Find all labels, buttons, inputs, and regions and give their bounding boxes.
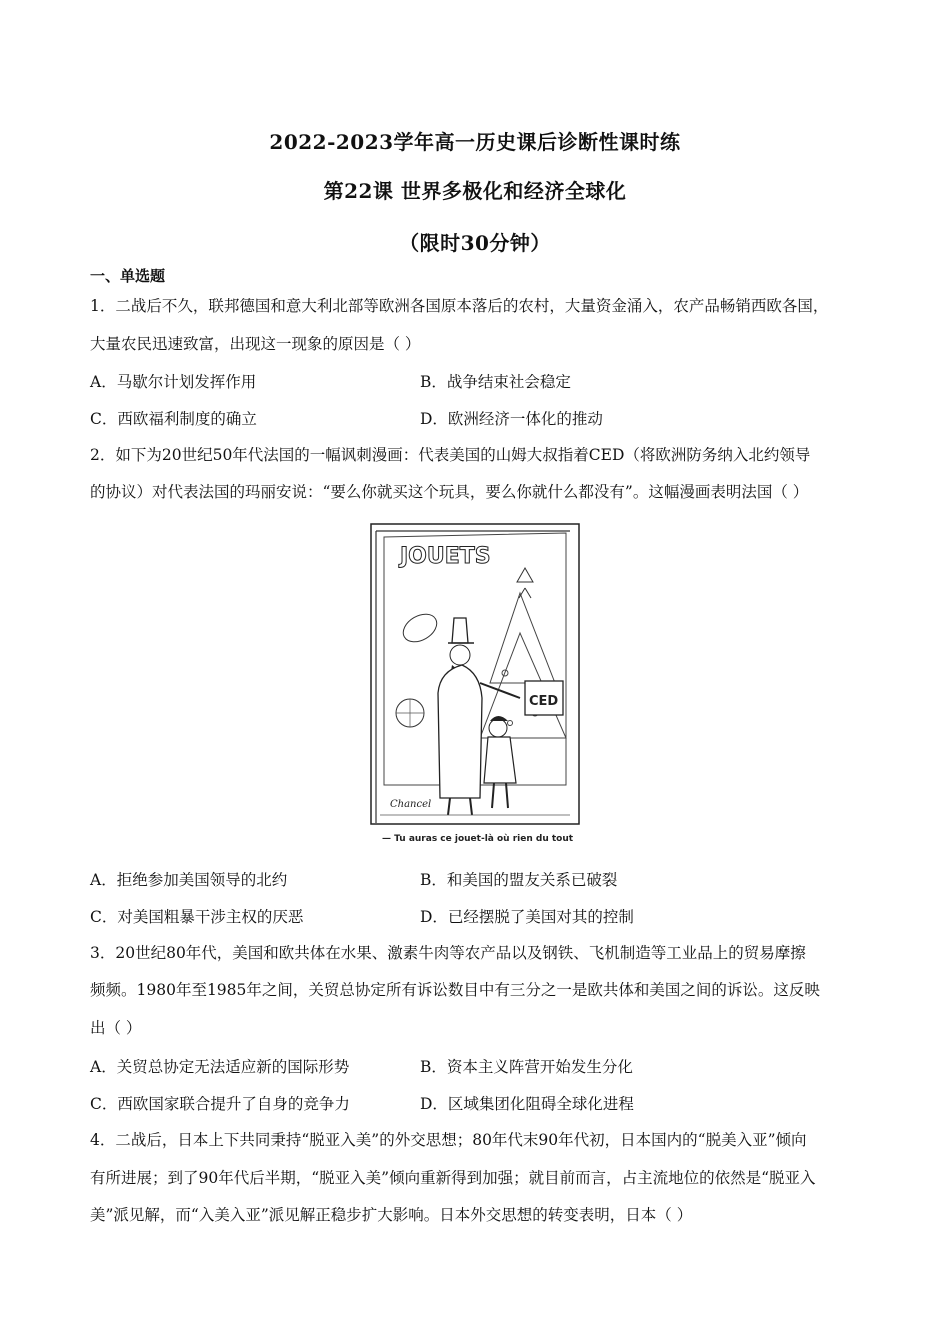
- question-1-option-b: B．战争结束社会稳定: [420, 373, 571, 391]
- question-2-line-1: 2．如下为20世纪50年代法国的一幅讽刺漫画：代表美国的山姆大叔指着CED（将欧洲防务纳入北约领导: [90, 446, 811, 464]
- question-4-line-1: 4．二战后，日本上下共同秉持“脱亚入美”的外交思想；80年代末90年代初，日本国内的“脱美入亚”倾向: [90, 1131, 807, 1149]
- question-3-line-2: 频频。1980年至1985年之间，关贸总协定所有诉讼数目中有三分之一是欧共体和美国之间的诉讼。这反映: [90, 981, 820, 999]
- question-2-option-b: B．和美国的盟友关系已破裂: [420, 871, 618, 889]
- question-3-option-a: A．关贸总协定无法适应新的国际形势: [90, 1058, 350, 1076]
- cartoon-sign: JOUETS: [400, 544, 491, 569]
- section-heading: 一、单选题: [90, 267, 166, 285]
- question-3-option-c: C．西欧国家联合提升了自身的竞争力: [90, 1095, 350, 1113]
- satirical-cartoon: [370, 523, 580, 849]
- question-3-line-1: 3．20世纪80年代，美国和欧共体在水果、激素牛肉等农产品以及钢铁、飞机制造等工业品上的贸易摩擦: [90, 944, 806, 962]
- cartoon-signature: Chancel: [390, 799, 432, 810]
- question-1-line-2: 大量农民迅速致富，出现这一现象的原因是（ ）: [90, 335, 421, 353]
- cartoon-box-label: CED: [529, 694, 559, 709]
- question-2-line-2: 的协议）对代表法国的玛丽安说：“要么你就买这个玩具，要么你就什么都没有”。这幅漫画表明法国（ ）: [90, 483, 809, 501]
- question-1-option-a: A．马歇尔计划发挥作用: [90, 373, 257, 391]
- question-1-option-d: D．欧洲经济一体化的推动: [420, 410, 603, 428]
- lesson-title: 第22课 世界多极化和经济全球化: [323, 179, 627, 203]
- time-limit: （限时30分钟）: [399, 231, 551, 255]
- question-2-option-a: A．拒绝参加美国领导的北约: [90, 871, 288, 889]
- question-3-line-3: 出（ ）: [90, 1019, 142, 1037]
- document-title: 2022-2023学年高一历史课后诊断性课时练: [269, 130, 681, 154]
- question-4-line-2: 有所进展；到了90年代后半期，“脱亚入美”倾向重新得到加强；就目前而言，占主流地位的依然是“脱亚入: [90, 1169, 816, 1187]
- question-2-option-c: C．对美国粗暴干涉主权的厌恶: [90, 908, 304, 926]
- question-4-line-3: 美”派见解，而“入美入亚”派见解正稳步扩大影响。日本外交思想的转变表明，日本（ ）: [90, 1206, 693, 1224]
- question-1-line-1: 1．二战后不久，联邦德国和意大利北部等欧洲各国原本落后的农村，大量资金涌入，农产品畅销西欧各国，: [90, 297, 829, 315]
- cartoon-caption: — Tu auras ce jouet-là où rien du tout: [382, 834, 574, 844]
- question-1-option-c: C．西欧福利制度的确立: [90, 410, 257, 428]
- question-3-option-d: D．区域集团化阻碍全球化进程: [420, 1095, 634, 1113]
- question-2-option-d: D．已经摆脱了美国对其的控制: [420, 908, 634, 926]
- question-3-option-b: B．资本主义阵营开始发生分化: [420, 1058, 633, 1076]
